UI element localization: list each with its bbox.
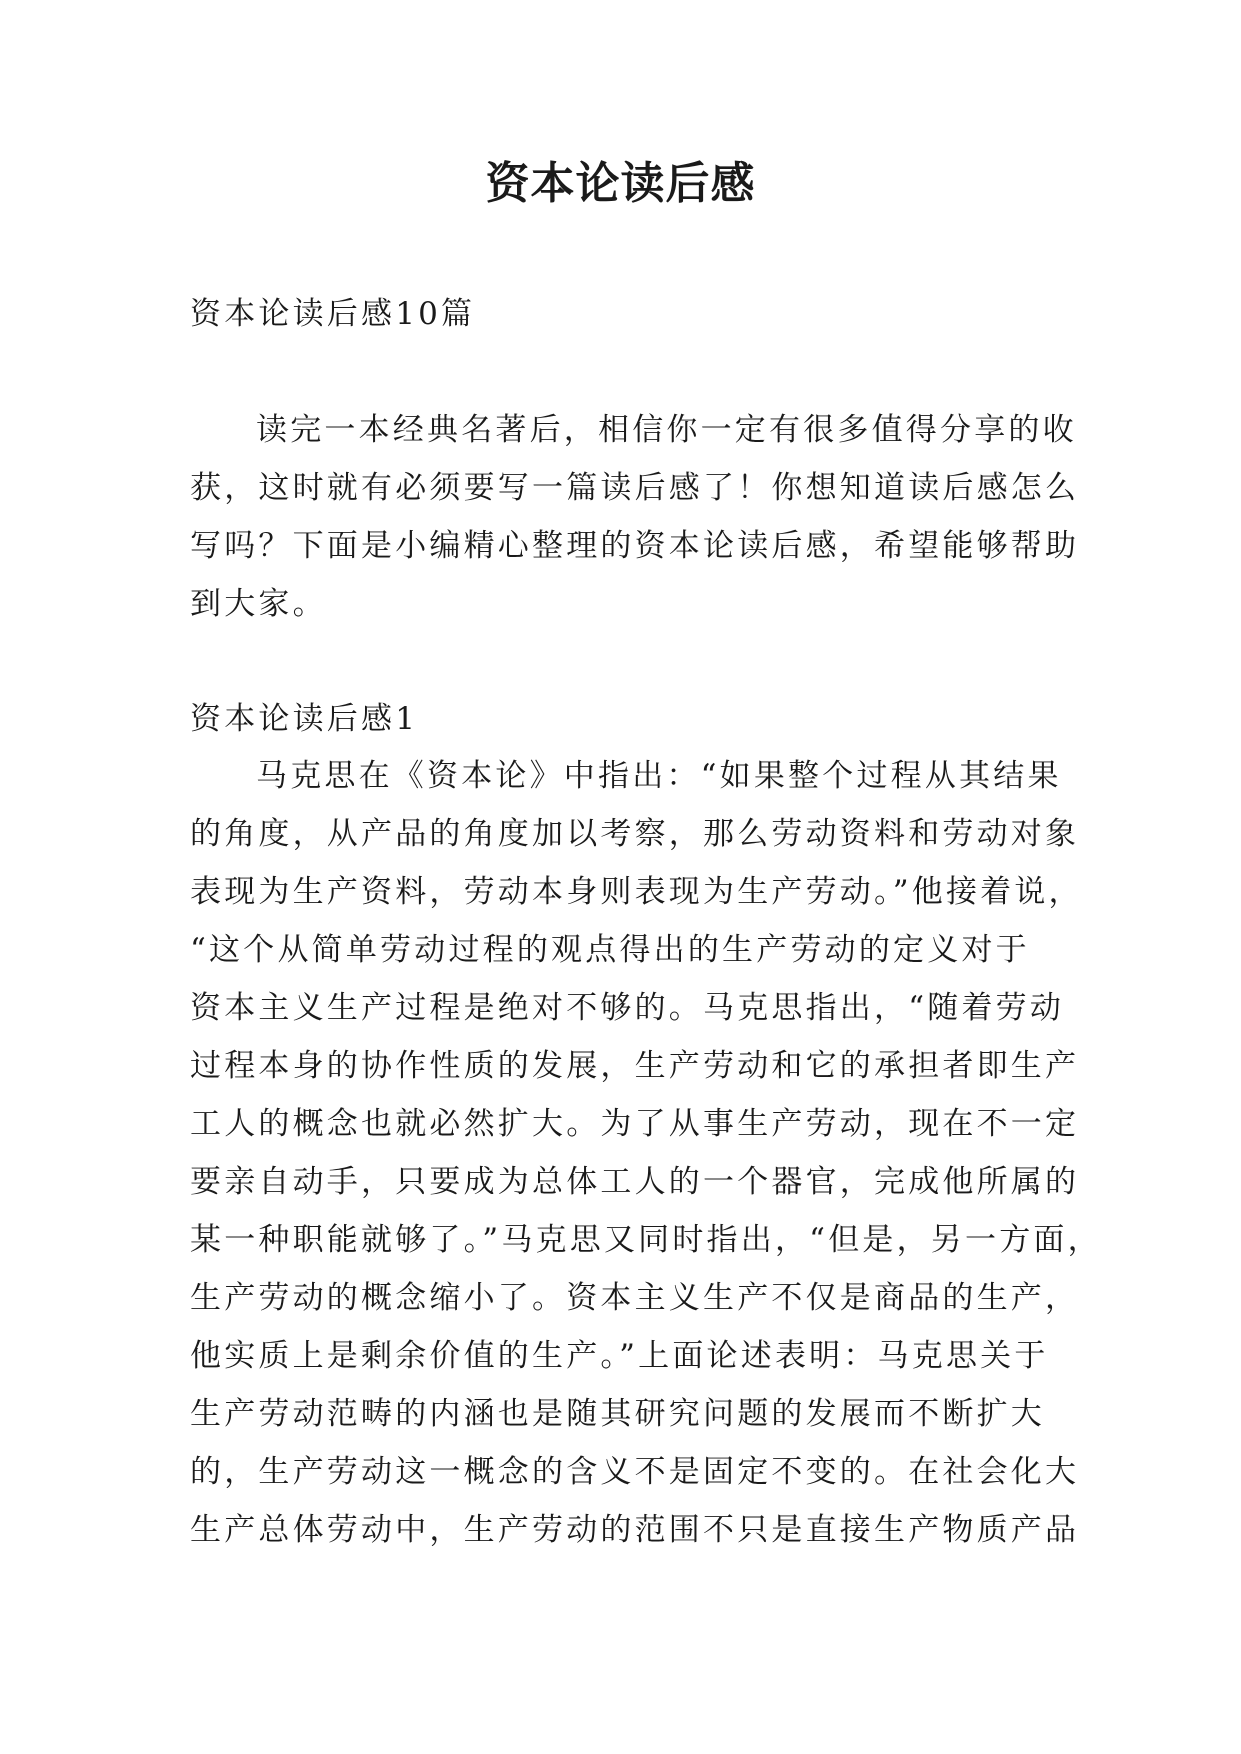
body-line: 生产总体劳动中，生产劳动的范围不只是直接生产物质产品: [190, 1512, 1080, 1548]
body-line: 生产劳动范畴的内涵也是随其研究问题的发展而不断扩大: [190, 1396, 1045, 1432]
intro-line: 读完一本经典名著后，相信你一定有很多值得分享的收: [256, 412, 1077, 448]
intro-line: 写吗？下面是小编精心整理的资本论读后感，希望能够帮助: [190, 528, 1080, 564]
intro-line: 到大家。: [190, 586, 327, 622]
intro-line: 获，这时就有必须要写一篇读后感了！你想知道读后感怎么: [190, 470, 1080, 506]
body-line: 的角度，从产品的角度加以考察，那么劳动资料和劳动对象: [190, 816, 1080, 852]
body-line: 的，生产劳动这一概念的含义不是固定不变的。在社会化大: [190, 1454, 1080, 1490]
body-line: 要亲自动手，只要成为总体工人的一个器官，完成他所属的: [190, 1164, 1080, 1200]
section-heading: 资本论读后感1: [190, 701, 419, 737]
document-subtitle: 资本论读后感10篇: [190, 296, 476, 332]
document-title: 资本论读后感: [485, 158, 756, 209]
body-line: “这个从简单劳动过程的观点得出的生产劳动的定义对于: [190, 932, 1030, 968]
body-line: 表现为生产资料，劳动本身则表现为生产劳动。”他接着说，: [190, 874, 1083, 910]
body-line: 某一种职能就够了。”马克思又同时指出，“但是，另一方面，: [190, 1222, 1102, 1258]
body-line: 工人的概念也就必然扩大。为了从事生产劳动，现在不一定: [190, 1106, 1080, 1142]
body-line: 马克思在《资本论》中指出：“如果整个过程从其结果: [256, 758, 1062, 794]
body-line: 他实质上是剩余价值的生产。”上面论述表明：马克思关于: [190, 1338, 1049, 1374]
body-line: 生产劳动的概念缩小了。资本主义生产不仅是商品的生产，: [190, 1280, 1080, 1316]
body-line: 过程本身的协作性质的发展，生产劳动和它的承担者即生产: [190, 1048, 1080, 1084]
body-line: 资本主义生产过程是绝对不够的。马克思指出，“随着劳动: [190, 990, 1065, 1026]
